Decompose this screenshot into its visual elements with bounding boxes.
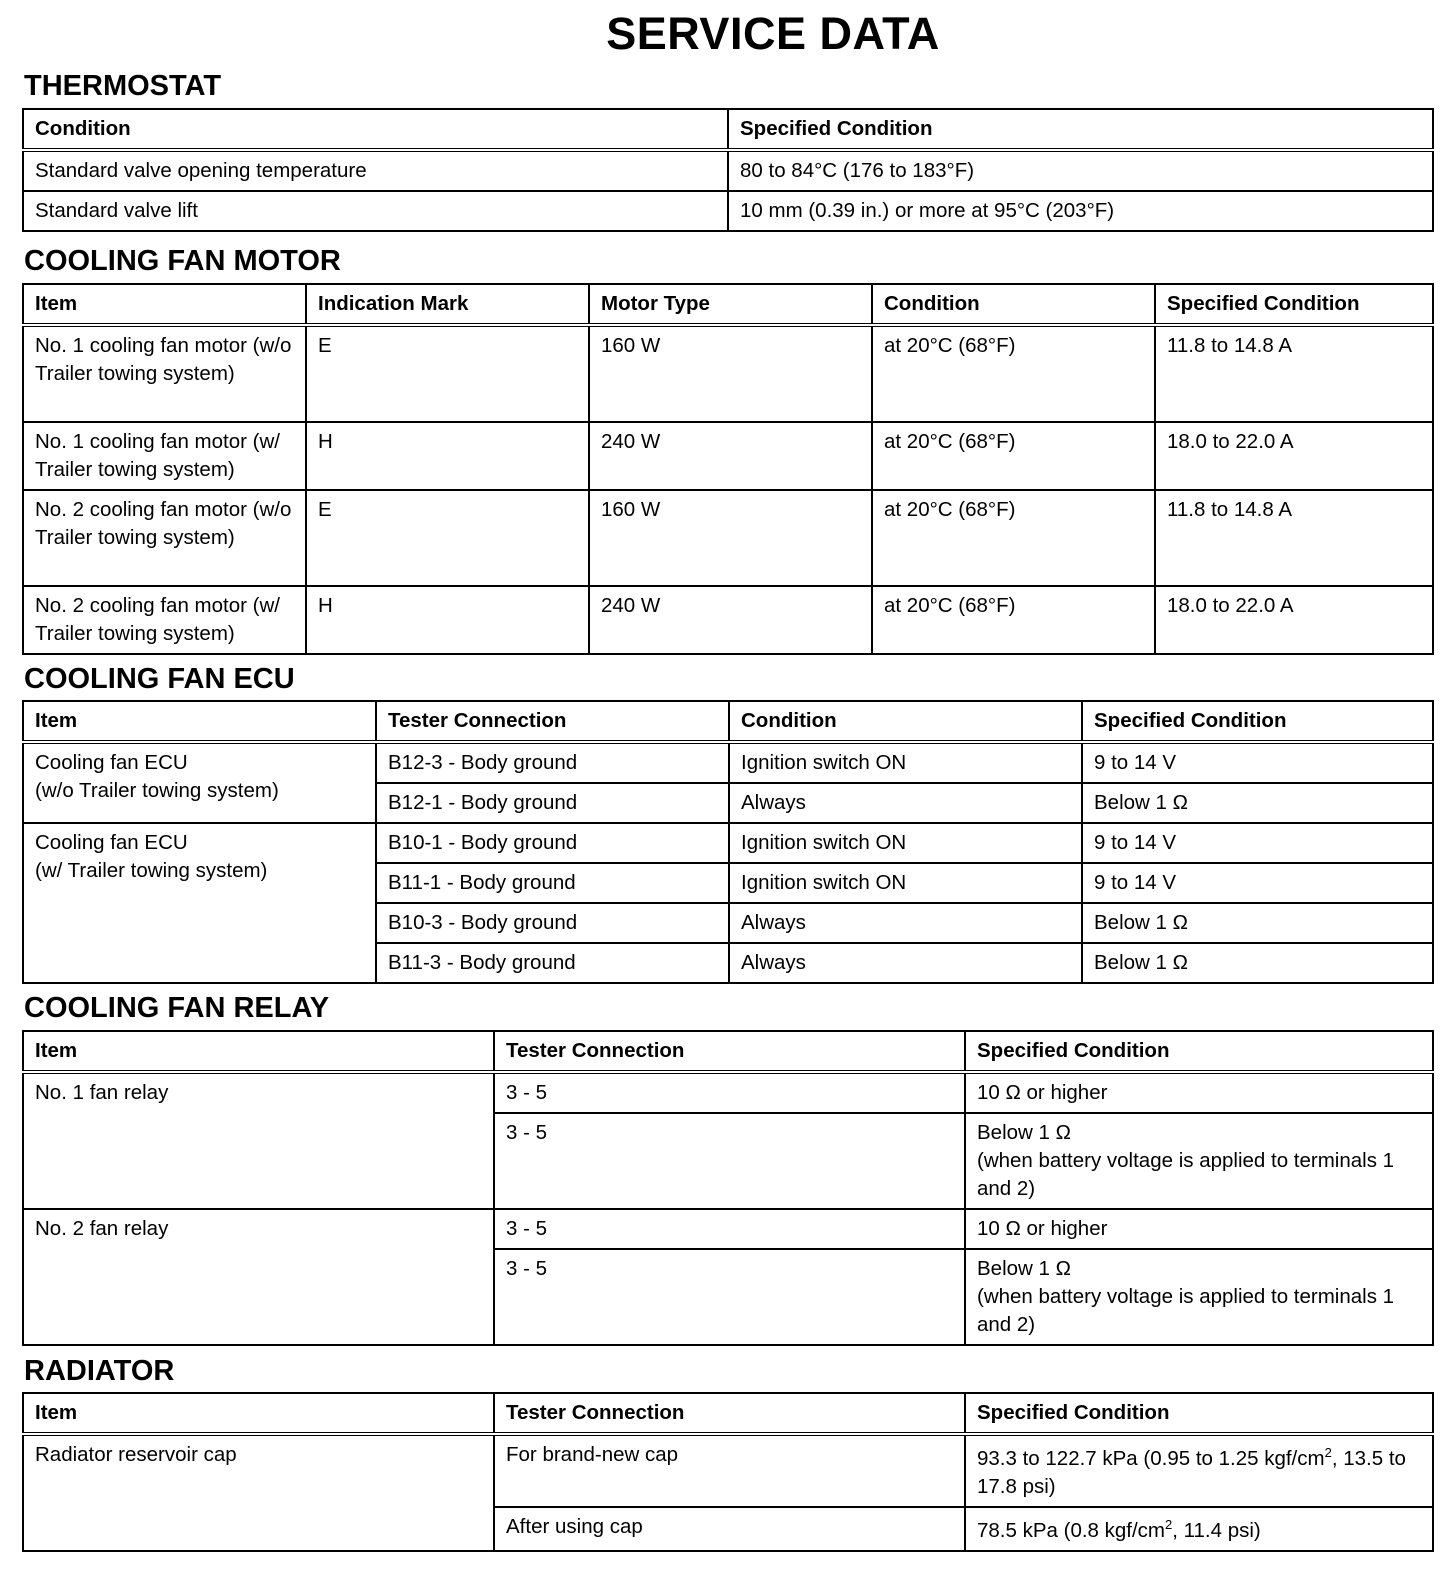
- superscript: 2: [1324, 1445, 1332, 1461]
- table-cell: No. 2 cooling fan motor (w/o Trailer towing system): [23, 490, 306, 586]
- column-header: Specified Condition: [1082, 701, 1433, 742]
- table-cell: Below 1 Ω (when battery voltage is applied to terminals 1 and 2): [965, 1113, 1433, 1209]
- column-header: Tester Connection: [494, 1031, 965, 1072]
- table-cell: Cooling fan ECU (w/ Trailer towing system): [23, 823, 376, 983]
- table-cell: Below 1 Ω (when battery voltage is applied to terminals 1 and 2): [965, 1249, 1433, 1345]
- table-row: [23, 150, 1433, 191]
- column-header: Specified Condition: [728, 109, 1433, 150]
- column-header: Tester Connection: [376, 701, 729, 742]
- table-cell: 240 W: [589, 422, 872, 490]
- table-row: [23, 191, 1433, 231]
- column-header: Condition: [23, 109, 728, 150]
- superscript: 2: [1165, 1517, 1173, 1533]
- table-cell: No. 2 cooling fan motor (w/ Trailer towing system): [23, 586, 306, 654]
- spec-text: , 11.4 psi): [1172, 1519, 1261, 1542]
- table-cell: 160 W: [589, 490, 872, 586]
- table-row: [23, 325, 1433, 422]
- table-cell: Below 1 Ω: [1082, 943, 1433, 983]
- table-row: [23, 1209, 1433, 1249]
- radiator-table: [22, 1392, 1434, 1552]
- table-cell: 240 W: [589, 586, 872, 654]
- table-cell: 9 to 14 V: [1082, 863, 1433, 903]
- table-cell: No. 1 cooling fan motor (w/o Trailer towing system): [23, 325, 306, 422]
- table-cell: Ignition switch ON: [729, 863, 1082, 903]
- column-header: Specified Condition: [965, 1031, 1433, 1072]
- table-cell: B11-3 - Body ground: [376, 943, 729, 983]
- table-row: [23, 422, 1433, 490]
- table-cell: 3 - 5: [494, 1113, 965, 1209]
- table-cell: Always: [729, 783, 1082, 823]
- fan-ecu-table: [22, 700, 1434, 984]
- table-cell: 18.0 to 22.0 A: [1155, 422, 1433, 490]
- table-cell: For brand-new cap: [494, 1434, 965, 1507]
- table-cell: No. 2 fan relay: [23, 1209, 494, 1345]
- table-cell: B10-3 - Body ground: [376, 903, 729, 943]
- column-header: Condition: [729, 701, 1082, 742]
- section-title-radiator: RADIATOR: [24, 1355, 175, 1387]
- column-header: Condition: [872, 284, 1155, 325]
- table-cell: 11.8 to 14.8 A: [1155, 325, 1433, 422]
- table-cell: 80 to 84°C (176 to 183°F): [728, 150, 1433, 191]
- table-row: [23, 823, 1433, 863]
- table-row: [23, 586, 1433, 654]
- fan-relay-table: [22, 1030, 1434, 1346]
- table-row: [23, 1072, 1433, 1113]
- table-row: [23, 490, 1433, 586]
- table-cell: at 20°C (68°F): [872, 586, 1155, 654]
- table-header-row: [23, 284, 1433, 325]
- spec-text: 78.5 kPa (0.8 kgf/cm: [977, 1519, 1166, 1542]
- table-cell: Standard valve lift: [23, 191, 728, 231]
- table-cell: Ignition switch ON: [729, 823, 1082, 863]
- spec-text: , 13.5 to 17.8 psi): [977, 1447, 1406, 1498]
- table-cell: B12-3 - Body ground: [376, 742, 729, 783]
- table-header-row: [23, 701, 1433, 742]
- table-cell: 18.0 to 22.0 A: [1155, 586, 1433, 654]
- table-cell: 160 W: [589, 325, 872, 422]
- table-cell: 10 Ω or higher: [965, 1209, 1433, 1249]
- table-cell: [965, 1507, 1433, 1551]
- table-cell: After using cap: [494, 1507, 965, 1551]
- table-cell: at 20°C (68°F): [872, 490, 1155, 586]
- table-row: [23, 1434, 1433, 1507]
- table-row: [23, 742, 1433, 783]
- table-cell: Below 1 Ω: [1082, 783, 1433, 823]
- section-title-fan-ecu: COOLING FAN ECU: [24, 663, 295, 695]
- table-cell: Ignition switch ON: [729, 742, 1082, 783]
- section-title-fan-motor: COOLING FAN MOTOR: [24, 245, 341, 277]
- table-cell: 9 to 14 V: [1082, 742, 1433, 783]
- column-header: Motor Type: [589, 284, 872, 325]
- table-cell: No. 1 fan relay: [23, 1072, 494, 1209]
- table-cell: Cooling fan ECU (w/o Trailer towing system): [23, 742, 376, 823]
- table-cell: B11-1 - Body ground: [376, 863, 729, 903]
- table-cell: E: [306, 490, 589, 586]
- table-cell: No. 1 cooling fan motor (w/ Trailer towing system): [23, 422, 306, 490]
- section-title-fan-relay: COOLING FAN RELAY: [24, 992, 330, 1024]
- fan-motor-table: [22, 283, 1434, 655]
- spec-text: 93.3 to 122.7 kPa (0.95 to 1.25 kgf/cm: [977, 1447, 1325, 1470]
- column-header: Item: [23, 1393, 494, 1434]
- table-cell: 3 - 5: [494, 1072, 965, 1113]
- column-header: Specified Condition: [965, 1393, 1433, 1434]
- column-header: Item: [23, 701, 376, 742]
- table-cell: Always: [729, 943, 1082, 983]
- table-cell: E: [306, 325, 589, 422]
- column-header: Item: [23, 1031, 494, 1072]
- table-cell: 11.8 to 14.8 A: [1155, 490, 1433, 586]
- table-cell: 3 - 5: [494, 1249, 965, 1345]
- table-cell: H: [306, 586, 589, 654]
- page-title: SERVICE DATA: [606, 8, 940, 59]
- section-title-thermostat: THERMOSTAT: [24, 70, 222, 102]
- thermostat-table: [22, 108, 1434, 232]
- table-header-row: [23, 1031, 1433, 1072]
- table-cell: Below 1 Ω: [1082, 903, 1433, 943]
- table-cell: [965, 1434, 1433, 1507]
- column-header: Tester Connection: [494, 1393, 965, 1434]
- table-cell: Always: [729, 903, 1082, 943]
- table-cell: B10-1 - Body ground: [376, 823, 729, 863]
- column-header: Item: [23, 284, 306, 325]
- table-cell: Radiator reservoir cap: [23, 1434, 494, 1551]
- table-cell: Standard valve opening temperature: [23, 150, 728, 191]
- column-header: Indication Mark: [306, 284, 589, 325]
- table-cell: at 20°C (68°F): [872, 325, 1155, 422]
- table-cell: H: [306, 422, 589, 490]
- table-cell: 10 Ω or higher: [965, 1072, 1433, 1113]
- column-header: Specified Condition: [1155, 284, 1433, 325]
- table-header-row: [23, 1393, 1433, 1434]
- table-cell: 3 - 5: [494, 1209, 965, 1249]
- table-cell: B12-1 - Body ground: [376, 783, 729, 823]
- table-cell: 10 mm (0.39 in.) or more at 95°C (203°F): [728, 191, 1433, 231]
- table-cell: at 20°C (68°F): [872, 422, 1155, 490]
- table-cell: 9 to 14 V: [1082, 823, 1433, 863]
- table-header-row: [23, 109, 1433, 150]
